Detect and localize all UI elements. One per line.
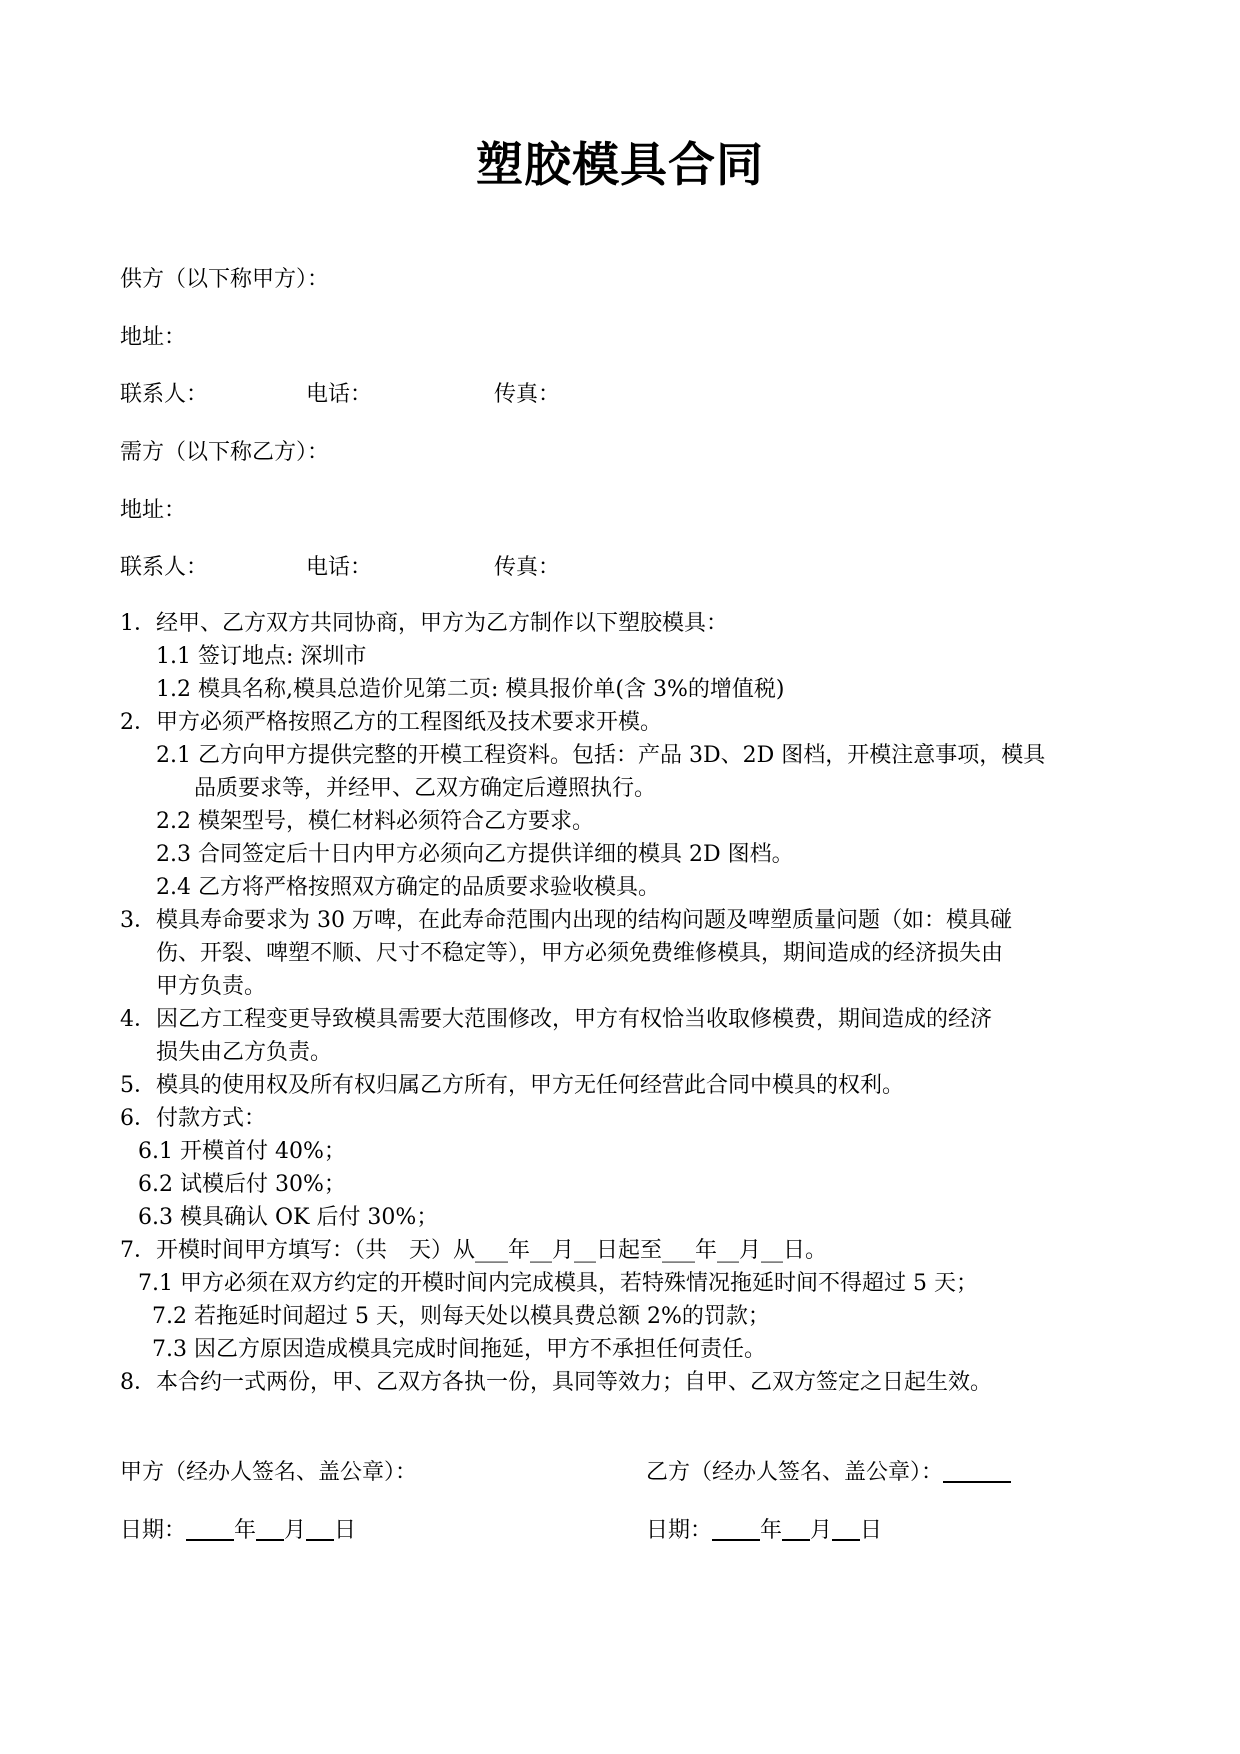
clause-3-cont-1: 伤、开裂、啤塑不顺、尺寸不稳定等），甲方必须免费维修模具，期间造成的经济损失由	[156, 941, 1004, 966]
date-label: 日期：	[120, 1518, 187, 1543]
clause-2-3: 2.3 合同签定后十日内甲方必须向乙方提供详细的模具 2D 图档。	[156, 842, 794, 867]
day-blank	[306, 1517, 334, 1541]
year-blank	[186, 1517, 234, 1541]
clause-6: 6．付款方式：	[120, 1106, 266, 1131]
clause-1-1: 1.1 签订地点: 深圳市	[156, 644, 367, 669]
clause-6-3: 6.3 模具确认 OK 后付 30%；	[138, 1205, 439, 1230]
clause-1-2: 1.2 模具名称,模具总造价见第二页: 模具报价单(含 3%的增值税)	[156, 677, 785, 702]
clause-6-1: 6.1 开模首付 40%；	[138, 1139, 346, 1164]
year-blank	[712, 1517, 760, 1541]
clause-7-2: 7.2 若拖延时间超过 5 天，则每天处以模具费总额 2%的罚款；	[152, 1304, 770, 1329]
month-blank	[782, 1517, 810, 1541]
month-blank	[256, 1517, 284, 1541]
clause-2-2: 2.2 模架型号，模仁材料必须符合乙方要求。	[156, 809, 594, 834]
party-b-phone: 电话：	[306, 555, 373, 580]
clause-1: 1．经甲、乙方双方共同协商，甲方为乙方制作以下塑胶模具：	[120, 611, 728, 636]
day-blank	[832, 1517, 860, 1541]
year-label: 年	[234, 1518, 257, 1543]
month-label: 月	[284, 1518, 307, 1543]
party-a-phone: 电话：	[306, 382, 373, 407]
clause-2-1: 2.1 乙方向甲方提供完整的开模工程资料。包括：产品 3D、2D 图档，开模注意事项，模具	[156, 743, 1046, 768]
day-label: 日	[860, 1518, 883, 1543]
clause-8: 8．本合约一式两份，甲、乙双方各执一份，具同等效力；自甲、乙双方签定之日起生效。	[120, 1370, 993, 1395]
date-label: 日期：	[646, 1518, 713, 1543]
clause-4: 4．因乙方工程变更导致模具需要大范围修改，甲方有权恰当收取修模费，期间造成的经济	[120, 1007, 993, 1032]
party-a-contact: 联系人：	[120, 382, 209, 407]
party-b-contact: 联系人：	[120, 555, 209, 580]
party-a-address: 地址：	[120, 325, 187, 350]
clause-5: 5．模具的使用权及所有权归属乙方所有，甲方无任何经营此合同中模具的权利。	[120, 1073, 904, 1098]
document-title: 塑胶模具合同	[476, 138, 764, 193]
day-label: 日	[334, 1518, 357, 1543]
party-a-signature-label: 甲方（经办人签名、盖公章）：	[120, 1460, 418, 1485]
clause-3-cont-2: 甲方负责。	[156, 974, 267, 999]
party-b-date-line	[646, 1513, 882, 1544]
party-a-fax: 传真：	[494, 382, 561, 407]
signature-blank	[943, 1459, 1011, 1483]
party-a-date-line	[120, 1513, 356, 1544]
year-label: 年	[760, 1518, 783, 1543]
clause-2-1-cont: 品质要求等，并经甲、乙双方确定后遵照执行。	[194, 776, 657, 801]
party-b-signature-label: 乙方（经办人签名、盖公章）：	[646, 1460, 944, 1485]
clause-2-4: 2.4 乙方将严格按照双方确定的品质要求验收模具。	[156, 875, 660, 900]
party-b-signature-line	[646, 1455, 1011, 1486]
party-b-address: 地址：	[120, 498, 187, 523]
clause-3: 3．模具寿命要求为 30 万啤，在此寿命范围内出现的结构问题及啤塑质量问题（如：模具碰	[120, 908, 1012, 933]
month-label: 月	[810, 1518, 833, 1543]
party-a-heading: 供方（以下称甲方）：	[120, 267, 330, 292]
clause-7: 7．开模时间甲方填写：（共 天）从___年__月__日起至___年__月__日。	[120, 1238, 827, 1263]
clause-6-2: 6.2 试模后付 30%；	[138, 1172, 346, 1197]
clause-4-cont: 损失由乙方负责。	[156, 1040, 333, 1065]
party-b-heading: 需方（以下称乙方）：	[120, 440, 330, 465]
clause-2: 2．甲方必须严格按照乙方的工程图纸及技术要求开模。	[120, 710, 662, 735]
party-b-fax: 传真：	[494, 555, 561, 580]
clause-7-1: 7.1 甲方必须在双方约定的开模时间内完成模具，若特殊情况拖延时间不得超过 5 天；	[138, 1271, 978, 1296]
clause-7-3: 7.3 因乙方原因造成模具完成时间拖延，甲方不承担任何责任。	[152, 1337, 766, 1362]
